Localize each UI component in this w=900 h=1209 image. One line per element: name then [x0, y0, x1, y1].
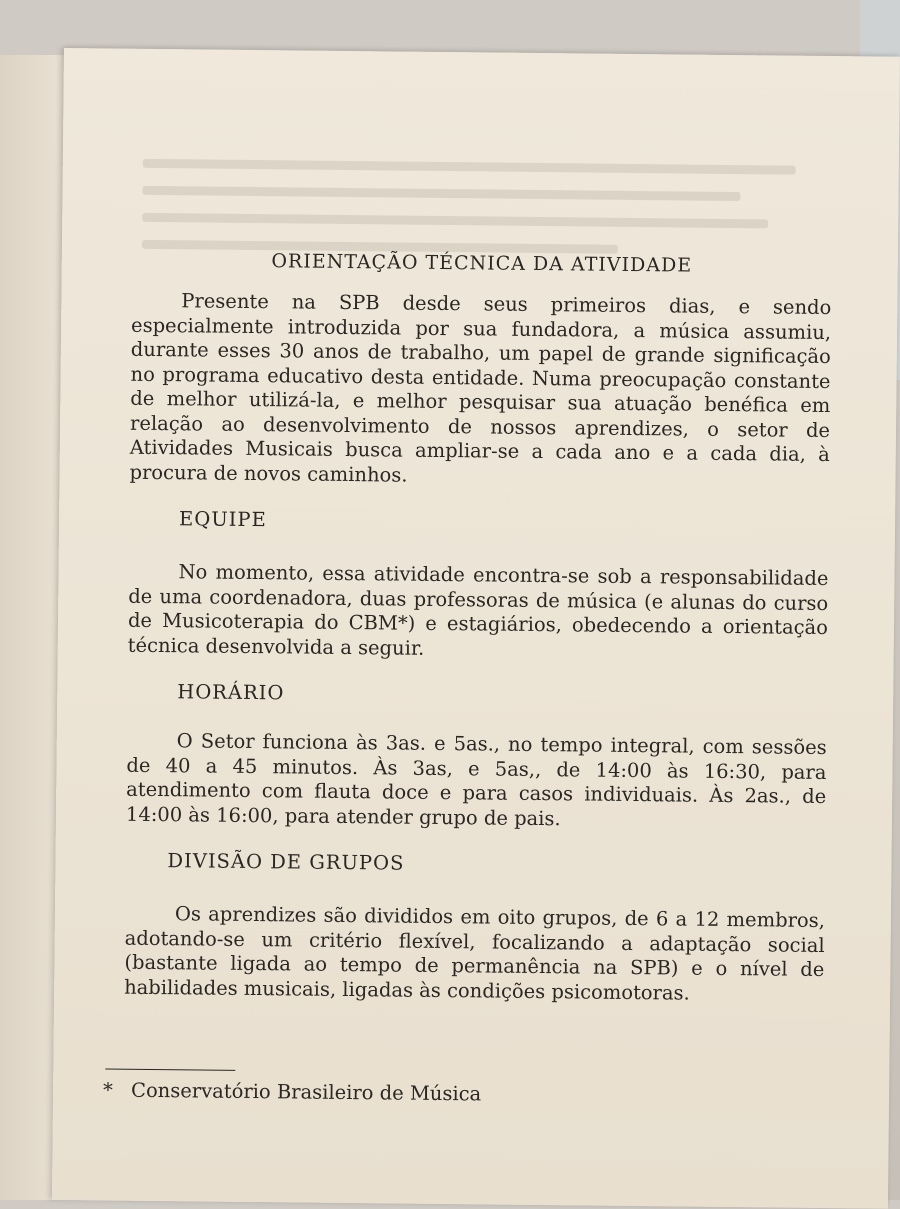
section-body-equipe: No momento, essa atividade encontra-se sob a responsabilidade de uma coordenadora, duas professoras de música (e alunas do curso de Musicoterapia do CBM*) e estagiários, obedecendo a orientação técnica desenvolvida a seguir.	[127, 560, 829, 660]
book-page	[52, 48, 900, 1209]
section-heading-horario: HORÁRIO	[177, 680, 285, 705]
section-heading-equipe: EQUIPE	[178, 507, 267, 532]
section-body-horario: O Setor funciona às 3as. e 5as., no tempo integral, com sessões de 40 a 45 minutos. Às 3as, e 5as,, de 14:00 às 16:30, para atendimento com flauta doce e para casos individuais. Às 2as., de 14:00 às 16:00, para atender grupo de pais.	[125, 729, 827, 830]
page-content	[124, 249, 832, 1007]
footnote-marker: *	[102, 1078, 113, 1102]
footnote-divider	[105, 1068, 235, 1070]
footnote-text: Conservatório Brasileiro de Música	[130, 1078, 482, 1106]
footnote	[103, 1078, 481, 1105]
intro-paragraph: Presente na SPB desde seus primeiros dias, e sendo especialmente introduzida por sua fundadora, a música assumiu, durante esses 30 anos de trabalho, um papel de grande significação no programa educativo desta entidade. Numa preocupação constante de melhor utilizá-la, e melhor pesquisar sua atuação benéfica em relação ao desenvolvimento de nossos aprendizes, o setor de Atividades Musicais busca ampliar-se a cada ano e a cada dia, à procura de novos caminhos.	[129, 289, 832, 487]
section-heading-divisao-de-grupos: DIVISÃO DE GRUPOS	[167, 849, 405, 875]
section-body-divisao-de-grupos: Os aprendizes são divididos em oito grupos, de 6 a 12 membros, adotando-se um critério flexível, focalizando a adaptação social (bastante ligada ao tempo de permanência na SPB) e o nível de habilidades musicais, ligadas às condições psicomotoras.	[124, 902, 826, 1005]
page-title: ORIENTAÇÃO TÉCNICA DA ATIVIDADE	[271, 250, 693, 277]
